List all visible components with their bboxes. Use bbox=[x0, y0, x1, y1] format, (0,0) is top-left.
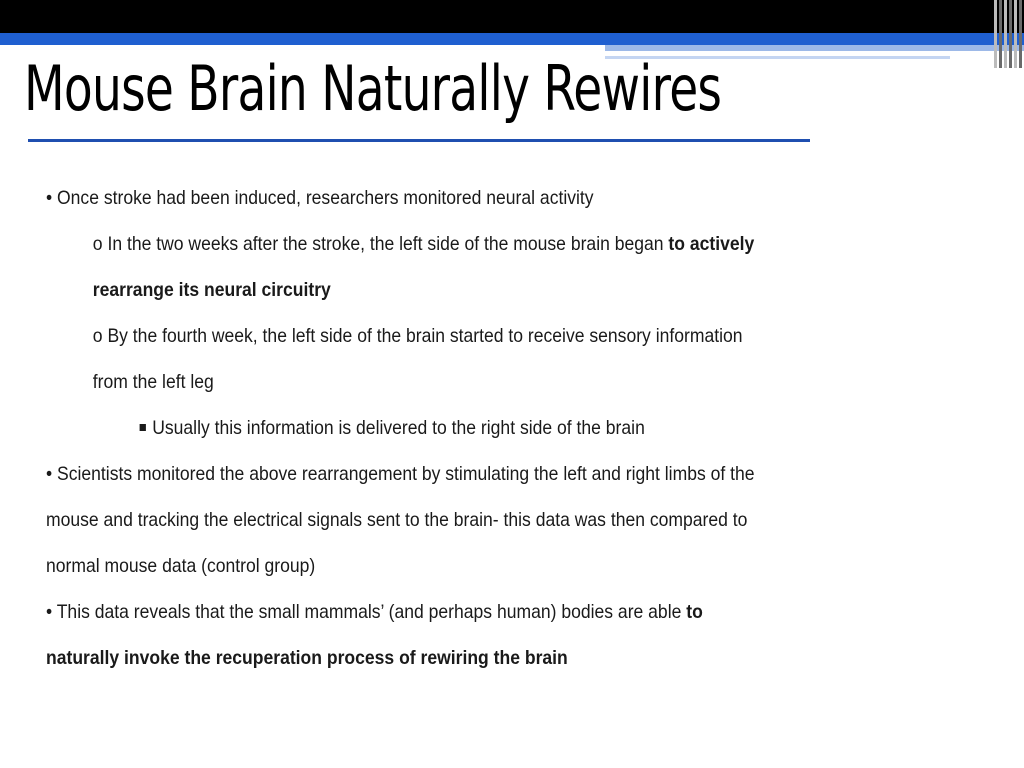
bullet-text: This data reveals that the small mammals’ (and perhaps human) bodies are able bbox=[56, 601, 682, 623]
bullet-2-continued-2 bbox=[46, 546, 915, 592]
bullet-2-continued-1 bbox=[46, 500, 915, 546]
bullet-3 bbox=[46, 592, 915, 638]
bullet-text: mouse and tracking the electrical signals sent to the brain- this data was then compared to bbox=[46, 509, 748, 531]
bullet-text: normal mouse data (control group) bbox=[46, 555, 316, 577]
bullet-1 bbox=[46, 178, 915, 224]
bullet-text: Scientists monitored the above rearrangement by stimulating the left and right limbs of the bbox=[57, 463, 755, 485]
bullet-1-1 bbox=[46, 224, 915, 270]
header-blue-bar bbox=[0, 33, 1024, 45]
header-black-bar bbox=[0, 0, 1024, 33]
bullet-text: from the left leg bbox=[92, 371, 214, 393]
bullet-marker: • bbox=[46, 601, 53, 623]
bullet-marker: o bbox=[92, 233, 103, 255]
bullet-bold-text: to actively bbox=[668, 233, 755, 255]
bullet-marker: • bbox=[46, 463, 53, 485]
bullet-bold-text: naturally invoke the recuperation process of rewiring the brain bbox=[46, 647, 568, 669]
bullet-2 bbox=[46, 454, 915, 500]
bullet-text: In the two weeks after the stroke, the left side of the mouse brain began bbox=[107, 233, 664, 255]
header-accent-bar bbox=[605, 45, 1024, 51]
slide-title: Mouse Brain Naturally Rewires bbox=[24, 52, 722, 125]
square-bullet-icon bbox=[140, 424, 146, 431]
bullet-1-2 bbox=[46, 316, 915, 362]
title-underline bbox=[28, 139, 810, 142]
slide-body bbox=[46, 178, 915, 684]
bullet-bold-text: to bbox=[686, 601, 703, 623]
header-stripes bbox=[992, 0, 1024, 68]
bullet-text: Once stroke had been induced, researchers monitored neural activity bbox=[57, 187, 594, 209]
bullet-marker: • bbox=[46, 187, 53, 209]
bullet-1-2-1 bbox=[46, 408, 915, 454]
bullet-marker: o bbox=[92, 325, 103, 347]
bullet-text: Usually this information is delivered to the right side of the brain bbox=[152, 417, 645, 439]
bullet-1-2-continued bbox=[46, 362, 915, 408]
bullet-bold-text: rearrange its neural circuitry bbox=[92, 279, 331, 301]
bullet-text: By the fourth week, the left side of the brain started to receive sensory information bbox=[107, 325, 743, 347]
bullet-3-continued bbox=[46, 638, 915, 684]
bullet-1-1-continued bbox=[46, 270, 915, 316]
